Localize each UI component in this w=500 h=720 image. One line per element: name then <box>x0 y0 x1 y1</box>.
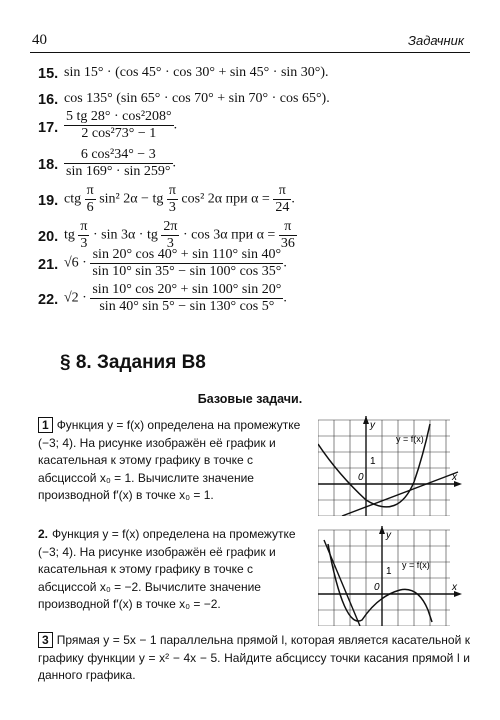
denominator: 3 <box>166 235 174 251</box>
problem-22-expression <box>64 282 287 314</box>
task-3-text: Прямая y = 5x − 1 параллельна прямой l, которая является касательной к графику функции y = x² − 4x − 5. Найдите абсциссу точки касания прямой l и данного графика. <box>38 633 470 682</box>
tangent-line <box>324 540 360 626</box>
denominator: sin 10° sin 35° − sin 100° cos 35° <box>92 263 282 279</box>
numerator: π <box>168 183 176 198</box>
suffix: . <box>173 117 178 133</box>
problem-17-number: 17. <box>38 120 59 136</box>
numerator: π <box>273 183 291 200</box>
term: · sin 3α · tg <box>89 227 162 243</box>
grid <box>318 420 450 516</box>
numerator: 6 cos²34° − 3 <box>64 147 173 164</box>
problem-19-number: 19. <box>38 193 59 209</box>
term: tg <box>64 227 75 243</box>
y-axis-label: y <box>370 420 375 431</box>
term: sin² 2α − tg <box>95 191 167 207</box>
grid <box>318 530 450 626</box>
problem-18-expression <box>64 147 176 179</box>
running-title: Задачник <box>407 33 464 48</box>
problem-16-number: 16. <box>38 92 59 108</box>
problem-20-number: 20. <box>38 229 59 245</box>
page-header <box>30 30 470 53</box>
section-subheading: Базовые задачи. <box>197 392 303 406</box>
numerator: sin 20° cos 40° + sin 110° sin 40° <box>90 247 283 264</box>
denominator: sin 169° · sin 259° <box>66 163 171 179</box>
term: ctg <box>64 191 82 207</box>
prefix: √2 · <box>64 290 91 306</box>
numerator: 2π <box>163 219 178 234</box>
task-2 <box>38 526 310 614</box>
numerator: π <box>86 183 94 198</box>
numerator: π <box>80 219 88 234</box>
suffix: . <box>283 255 287 271</box>
denominator: 36 <box>280 235 295 251</box>
page-number: 40 <box>32 32 47 48</box>
denominator: sin 40° sin 5° − sin 130° cos 5° <box>99 298 275 314</box>
unit-label: 1 <box>386 566 392 577</box>
suffix: . <box>291 191 295 207</box>
problem-16-text: cos 135° (sin 65° · cos 70° + sin 70° · cos 65°). <box>64 91 330 106</box>
origin-label: 0 <box>358 472 364 483</box>
problem-15-number: 15. <box>38 66 59 82</box>
unit-label: 1 <box>370 456 376 467</box>
y-axis-label: y <box>386 530 391 541</box>
problem-15-text: sin 15° · (cos 45° · cos 30° + sin 45° · sin 30°). <box>64 65 329 80</box>
term: cos² 2α при α = <box>177 191 274 207</box>
x-axis-label: x <box>452 582 457 593</box>
denominator: 3 <box>168 199 176 215</box>
problem-21-expression <box>64 247 287 279</box>
task-3 <box>38 632 470 685</box>
problem-22-number: 22. <box>38 292 59 308</box>
graph-2 <box>318 526 462 626</box>
task-1-number: 1 <box>38 417 53 433</box>
task-1 <box>38 417 310 505</box>
curve-label: y = f(x) <box>402 560 430 570</box>
numerator: π <box>279 219 297 236</box>
task-2-number: 2. <box>38 527 49 541</box>
suffix: . <box>283 290 287 306</box>
numerator: sin 10° cos 20° + sin 100° sin 20° <box>92 282 282 297</box>
denominator: 2 cos²73° − 1 <box>81 125 157 141</box>
denominator: 3 <box>80 235 88 251</box>
problem-17-expression <box>64 109 177 141</box>
term: · cos 3α при α = <box>179 227 279 243</box>
x-axis-label: x <box>452 472 457 483</box>
problem-19-expression <box>64 183 295 215</box>
task-2-text: Функция y = f(x) определена на промежутке (−3; 4). На рисунке изображён её график и касательная к этому графику в точке с абсциссой x₀ = −2. Вычислите значение производной f′(x) в точке x₀ = −2. <box>38 527 296 611</box>
curve-label: y = f(x) <box>396 434 424 444</box>
origin-label: 0 <box>374 582 380 593</box>
suffix: . <box>172 155 177 171</box>
denominator: 24 <box>275 199 290 215</box>
denominator: 6 <box>86 199 94 215</box>
graph-1 <box>318 416 462 516</box>
problem-18-number: 18. <box>38 157 59 173</box>
prefix: √6 · <box>64 255 91 271</box>
section-heading: § 8. Задания B8 <box>60 352 206 373</box>
task-3-number: 3 <box>38 632 53 648</box>
numerator: 5 tg 28° · cos²208° <box>66 109 172 124</box>
problem-21-number: 21. <box>38 257 59 273</box>
task-1-text: Функция y = f(x) определена на промежутке (−3; 4). На рисунке изображён её график и касательная к этому графику в точке с абсциссой x₀ = 1. Вычислите значение производной f′(x) в точке x₀ = 1. <box>38 418 301 502</box>
